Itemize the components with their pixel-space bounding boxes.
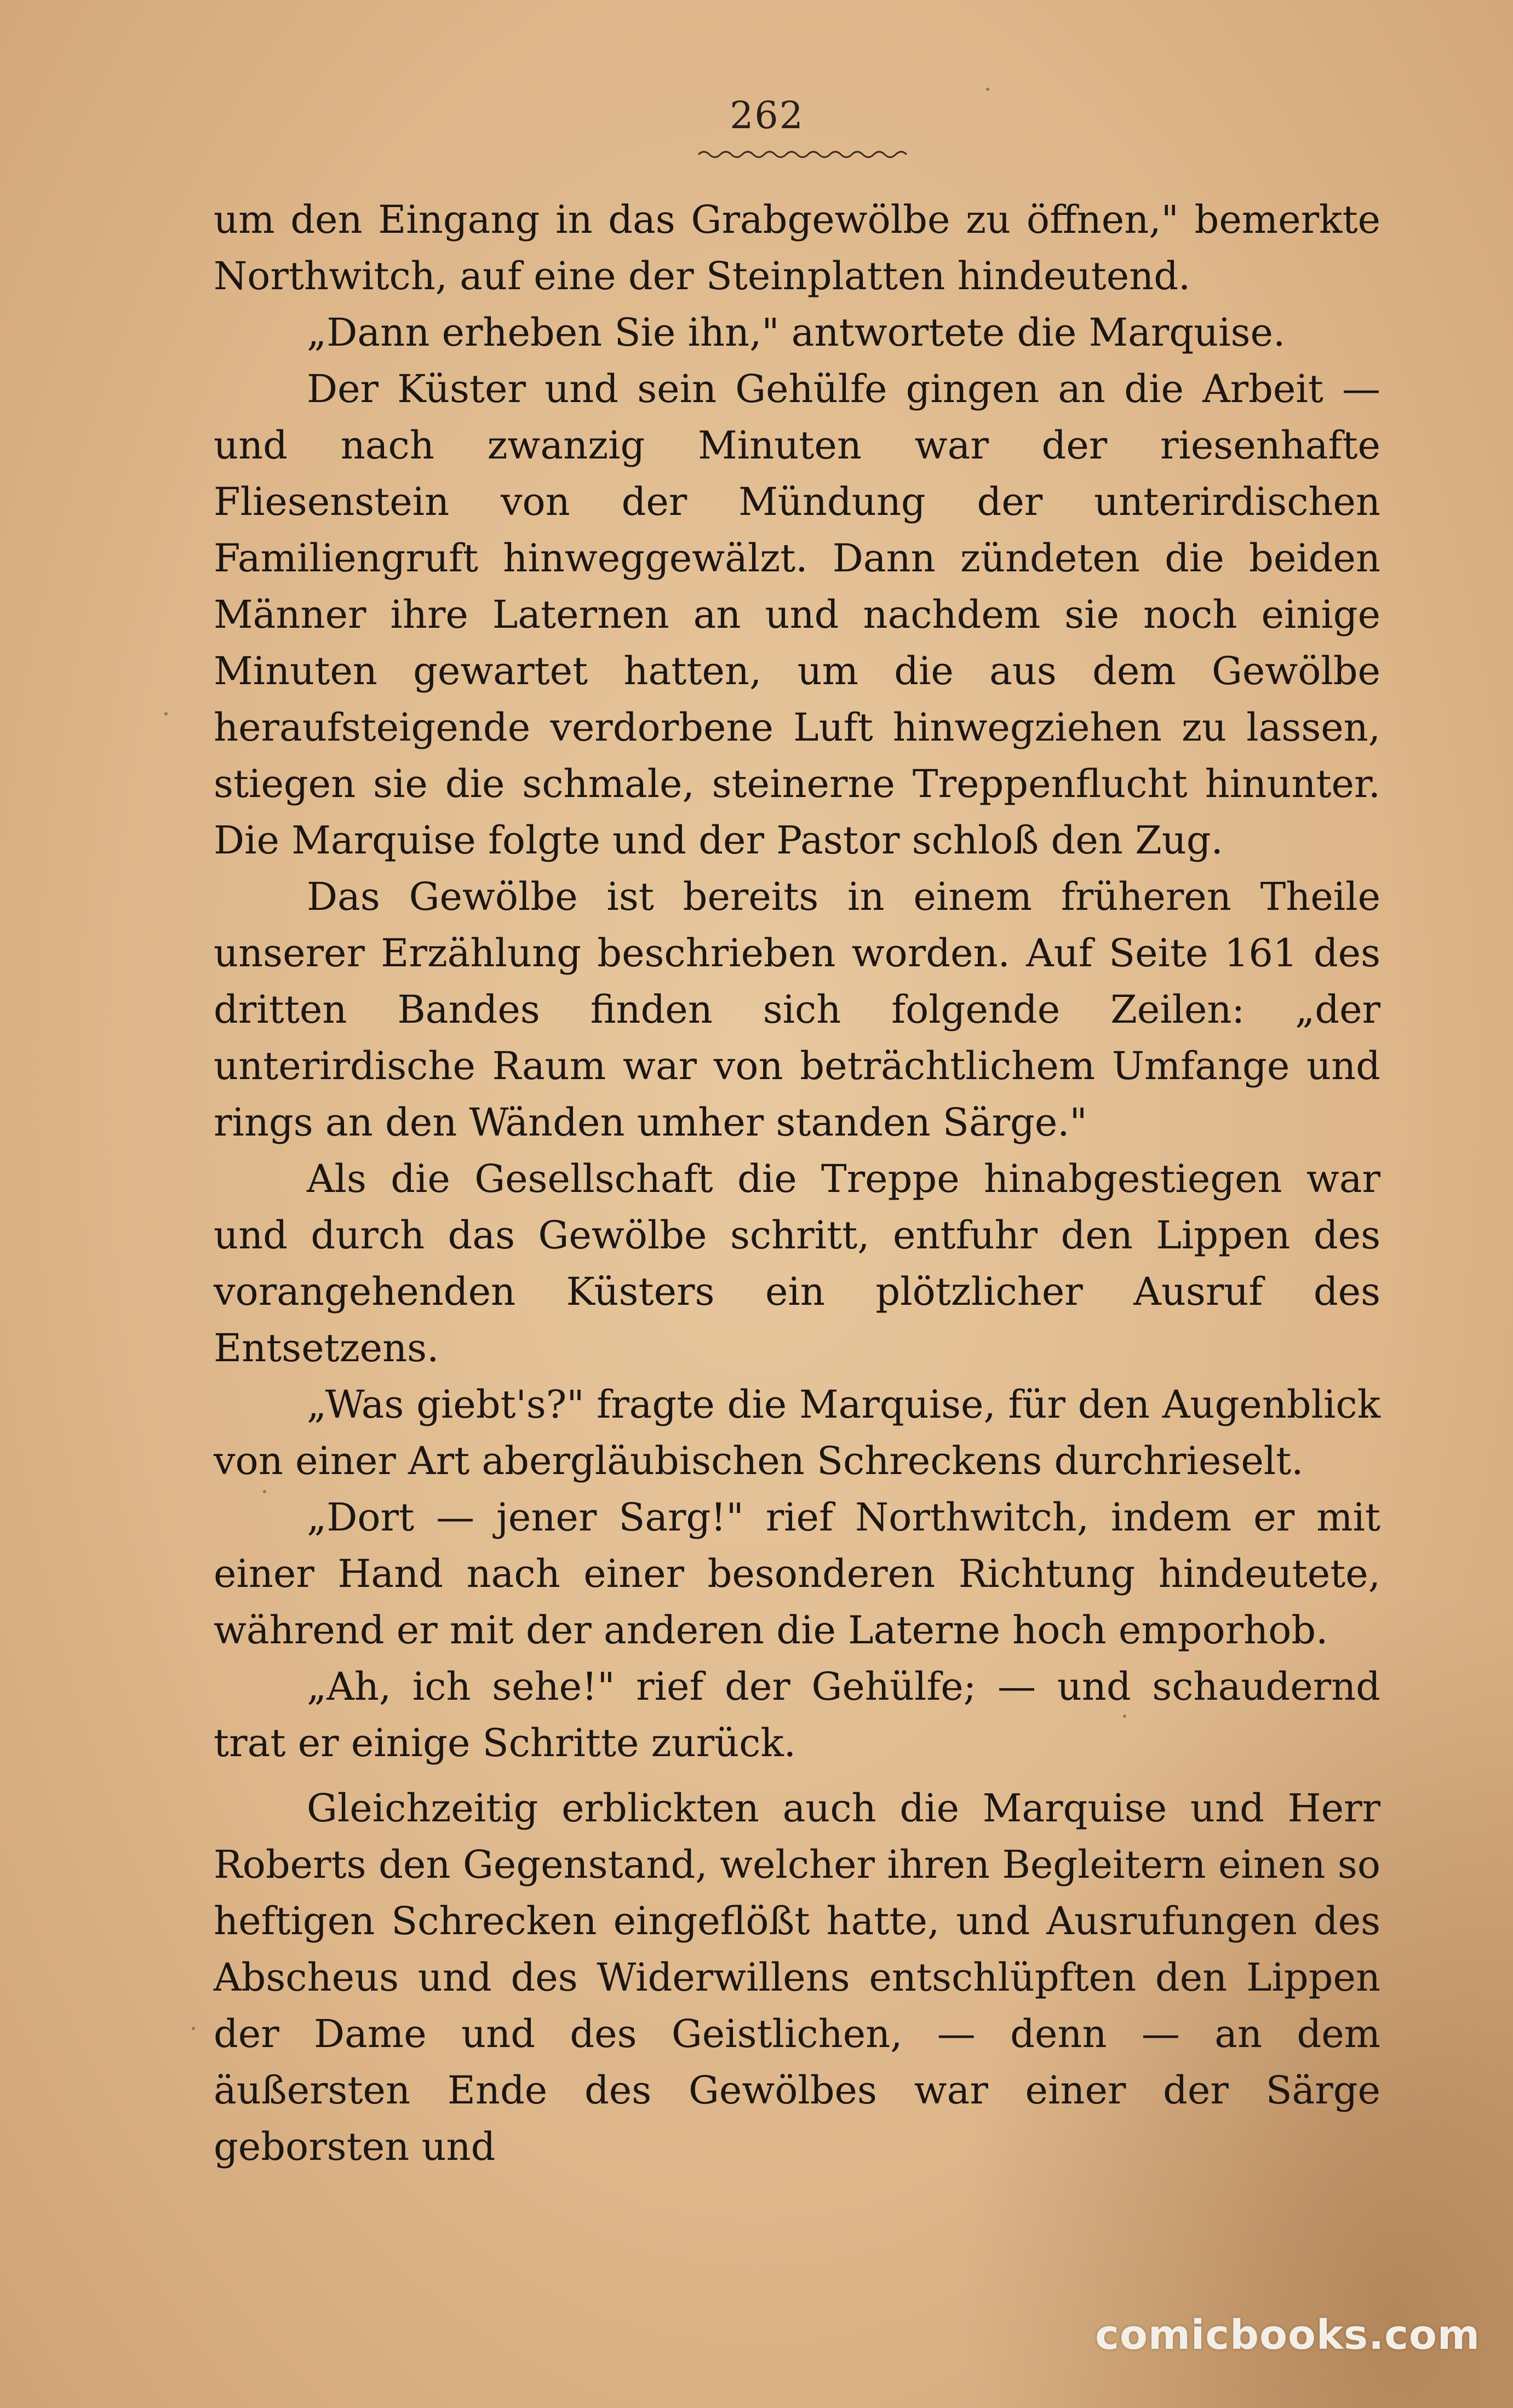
paragraph-2: „Dann erheben Sie ihn," antwortete die Marquise. bbox=[307, 310, 1286, 355]
body-text bbox=[214, 192, 1380, 2175]
paragraph-5: Als die Gesellschaft die Treppe hinabgestiegen war und durch das Gewölbe schritt, entfuhr den Lippen des vorangehenden Küsters ein plötzlicher Ausruf des Entsetzens. bbox=[214, 1156, 1380, 1371]
paragraph-4: Das Gewölbe ist bereits in einem früheren Theile unserer Erzählung beschrieben worden. Auf Seite 161 des dritten Bandes finden sich folgende Zeilen: „der unterirdische Raum war von beträchtlichem Umfange und rings an den Wänden umher standen Särge." bbox=[214, 874, 1380, 1145]
page-number: 262 bbox=[730, 94, 804, 137]
watermark: comicbooks.com bbox=[1095, 2312, 1480, 2359]
paragraph-7: „Dort — jener Sarg!" rief Northwitch, indem er mit einer Hand nach einer besonderen Richtung hindeutete, während er mit der anderen die Laterne hoch emporhob. bbox=[214, 1495, 1380, 1653]
paragraph-9: Gleichzeitig erblickten auch die Marquise und Herr Roberts den Gegenstand, welcher ihren Begleitern einen so heftigen Schrecken eingeflößt hatte, und Ausrufungen des Abscheus und des Widerwillens entschlüpften den Lippen der Dame und des Geistlichen, — denn — an dem äußersten Ende des Gewölbes war einer der Särge geborsten und bbox=[214, 1786, 1380, 2169]
paragraph-3: Der Küster und sein Gehülfe gingen an die Arbeit — und nach zwanzig Minuten war der riesenhafte Fliesenstein von der Mündung der unterirdischen Familiengruft hinweggewälzt. Dann zündeten die beiden Männer ihre Laternen an und nachdem sie noch einige Minuten gewartet hatten, um die aus dem Gewölbe heraufsteigende verdorbene Luft hinwegziehen zu lassen, stiegen sie die schmale, steinerne Treppenflucht hinunter. Die Marquise folgte und der Pastor schloß den Zug. bbox=[214, 366, 1380, 863]
header-ornament bbox=[696, 144, 915, 165]
paragraph-6: „Was giebt's?" fragte die Marquise, für den Augenblick von einer Art abergläubischen Schreckens durchrieselt. bbox=[214, 1382, 1380, 1483]
paragraph-8: „Ah, ich sehe!" rief der Gehülfe; — und schaudernd trat er einige Schritte zurück. bbox=[214, 1664, 1380, 1765]
paragraph-1: um den Eingang in das Grabgewölbe zu öffnen," bemerkte Northwitch, auf eine der Steinplatten hindeutend. bbox=[214, 197, 1380, 299]
